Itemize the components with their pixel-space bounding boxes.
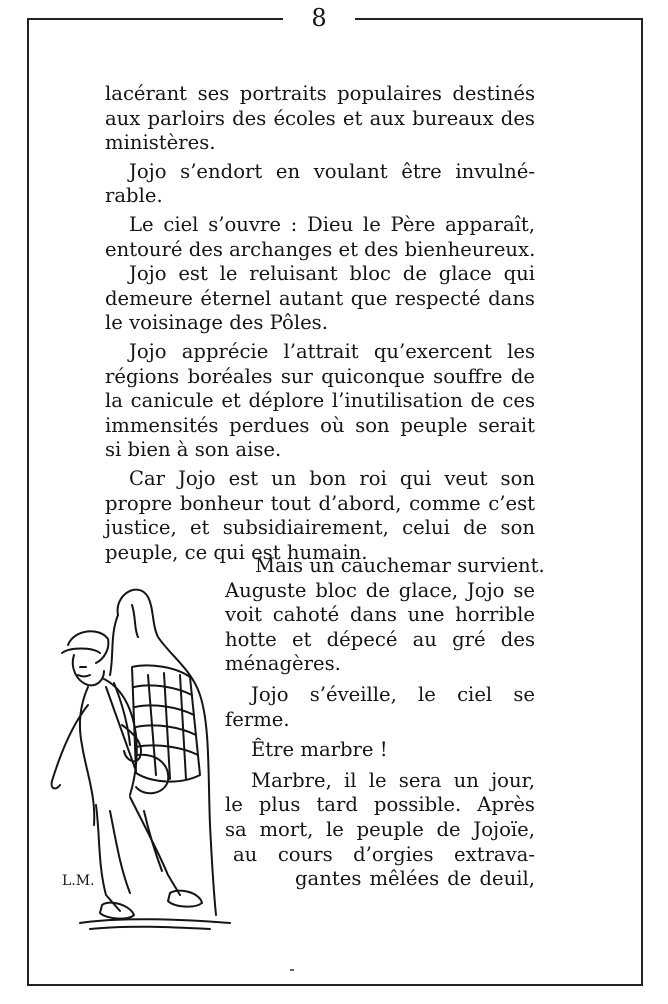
page-number: 8 — [311, 4, 327, 32]
body-text-right-column — [225, 554, 545, 892]
shroud-left-edge — [110, 615, 118, 675]
text-line: Le ciel s’ouvre : Dieu le Père apparaît, — [129, 212, 535, 236]
text-line: sa mort, le peuple de Jojoïe, — [225, 817, 535, 841]
text-line: Mais un cauchemar survient. — [255, 554, 545, 577]
text-line: justice, et subsidiairement, celui de son — [105, 516, 535, 540]
sack — [136, 755, 168, 793]
text-line: la canicule et déplore l’inutilisation de ces — [105, 389, 535, 413]
text-line: entouré des archanges et des bienheureux. — [105, 237, 536, 261]
text-line: Jojo s’endort en voulant être invulné- — [129, 159, 535, 183]
text-line: Car Jojo est un bon roi qui veut son — [129, 466, 535, 490]
text-line: Jojo est le reluisant bloc de glace qui — [129, 262, 535, 286]
text-line: aux parloirs des écoles et aux bureaux des — [105, 106, 535, 130]
text-line: peuple, ce qui est humain. — [105, 540, 368, 564]
text-line: ministères. — [105, 131, 216, 155]
text-line: gantes mêlées de deuil, — [295, 867, 535, 891]
man-shoe — [168, 891, 202, 907]
text-line: Marbre, il le sera un jour, — [251, 768, 535, 792]
text-line: demeure éternel autant que respecté dans — [105, 286, 535, 310]
top-rule-left — [27, 18, 283, 20]
text-line: ferme. — [225, 707, 290, 731]
man-face — [73, 655, 104, 685]
text-line: Être marbre ! — [251, 738, 388, 762]
text-line: rable. — [105, 184, 163, 208]
basket-band — [135, 705, 194, 715]
text-line: ménagères. — [225, 652, 341, 676]
basket-band — [136, 745, 198, 755]
text-line: voit cahoté dans une horrible — [225, 603, 535, 627]
text-line: immensités perdues où son peuple serait — [105, 413, 535, 437]
face-features — [78, 667, 90, 677]
body-text — [105, 82, 535, 565]
text-line: lacérant ses portraits populaires destinés — [105, 82, 535, 105]
illustration-signature: L.M. — [62, 873, 95, 889]
ground-line — [80, 919, 230, 923]
shroud-fold — [132, 605, 138, 637]
top-rule-right — [355, 18, 641, 20]
man-shoe — [100, 903, 134, 919]
text-line: si bien à son aise. — [105, 438, 282, 462]
text-line: Auguste bloc de glace, Jojo se — [225, 578, 535, 602]
text-line: Jojo apprécie l’attrait qu’exercent les — [129, 339, 535, 363]
text-line: le plus tard possible. Après — [225, 793, 535, 817]
text-line: régions boréales sur quiconque souffre de — [105, 364, 535, 388]
text-line: Jojo s’éveille, le ciel se — [251, 682, 535, 706]
print-speck — [290, 969, 294, 971]
shroud-outline — [118, 590, 216, 915]
man-right-leg — [130, 797, 180, 895]
text-line: hotte et dépecé au gré des — [225, 627, 535, 651]
basket-band — [136, 725, 196, 735]
trouser-fold — [110, 811, 130, 893]
illustration-man-carrying-statue — [40, 575, 240, 945]
text-line: propre bonheur tout d’abord, comme c’est — [105, 491, 535, 515]
ground-line — [90, 927, 210, 929]
basket-band — [134, 685, 192, 695]
cap-brim — [62, 649, 100, 654]
man-left-leg — [96, 805, 120, 911]
text-line: le voisinage des Pôles. — [105, 311, 328, 335]
text-line: au cours d’orgies extrava- — [233, 842, 535, 866]
